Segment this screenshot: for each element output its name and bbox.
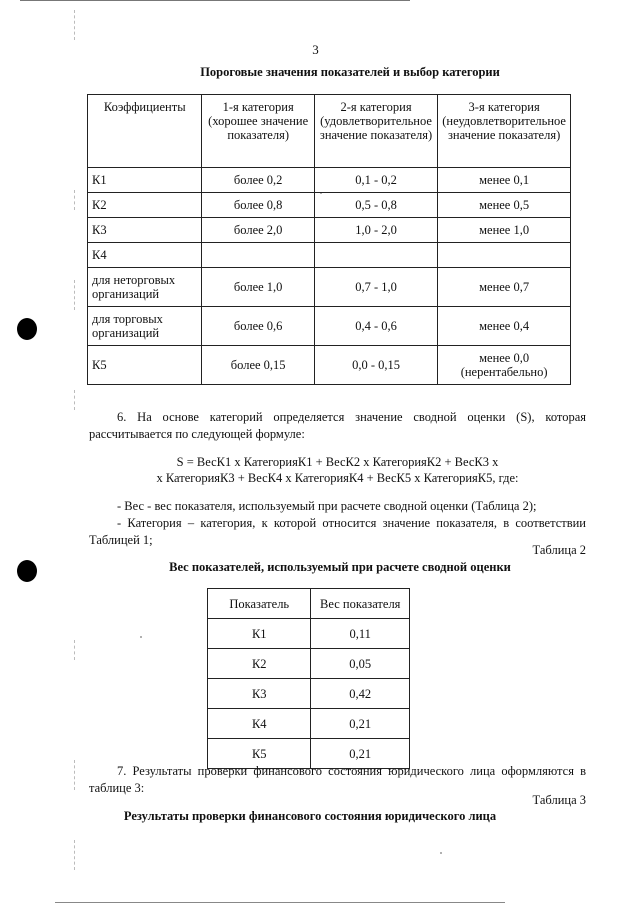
table-row	[208, 649, 410, 679]
weight-cell: 0,21	[311, 709, 410, 739]
value-cell: менее 0,4	[438, 307, 571, 346]
table-row	[88, 346, 571, 385]
coefficient-cell: К2	[88, 193, 202, 218]
bottom-scan-edge	[55, 902, 505, 903]
value-cell: более 0,8	[202, 193, 314, 218]
coefficient-cell: К4	[88, 243, 202, 268]
header-category-1: 1-я категория (хорошее значение показателя)	[202, 95, 314, 168]
coefficient-cell: для торговых организаций	[88, 307, 202, 346]
coefficient-cell: К1	[88, 168, 202, 193]
header-indicator: Показатель	[208, 589, 311, 619]
value-cell: менее 0,1	[438, 168, 571, 193]
scan-margin-marks	[74, 280, 75, 310]
table-row	[88, 193, 571, 218]
scan-margin-marks	[74, 760, 75, 790]
paragraph-6: 6. На основе категорий определяется значение сводной оценки (S), которая рассчитывается по следующей формуле:	[89, 410, 586, 441]
value-cell: менее 0,7	[438, 268, 571, 307]
formula-line-1: S = ВесК1 x КатегорияК1 + ВесК2 x КатегорияК2 + ВесК3 x	[176, 455, 499, 469]
value-cell: менее 0,0 (нерентабельно)	[438, 346, 571, 385]
page-number: 3	[312, 42, 319, 57]
table-header-row	[208, 589, 410, 619]
indicator-cell: К4	[208, 709, 311, 739]
header-coefficients: Коэффициенты	[88, 95, 202, 168]
table1-title: Пороговые значения показателей и выбор категории	[200, 65, 500, 79]
scan-speck	[140, 636, 142, 638]
table2-title: Вес показателей, используемый при расчете сводной оценки	[169, 560, 511, 574]
value-cell: 0,1 - 0,2	[314, 168, 437, 193]
value-cell: более 2,0	[202, 218, 314, 243]
paragraph-7: 7. Результаты проверки финансового состояния юридического лица оформляются в таблице 3:	[89, 764, 586, 795]
table2-label: Таблица 2	[532, 543, 586, 557]
value-cell: 0,0 - 0,15	[314, 346, 437, 385]
value-cell: более 1,0	[202, 268, 314, 307]
indicator-cell: К3	[208, 679, 311, 709]
scan-speck	[440, 852, 442, 854]
scan-margin-marks	[74, 10, 75, 40]
scan-margin-marks	[74, 640, 75, 660]
threshold-table	[87, 94, 571, 385]
table-row	[88, 218, 571, 243]
coefficient-cell: для неторговых организаций	[88, 268, 202, 307]
value-cell: 1,0 - 2,0	[314, 218, 437, 243]
weight-cell: 0,11	[311, 619, 410, 649]
table-row	[88, 307, 571, 346]
value-cell: более 0,15	[202, 346, 314, 385]
formula-line-2: x КатегорияК3 + ВесК4 x КатегорияК4 + ВесК5 x КатегорияК5, где:	[156, 471, 519, 485]
header-category-2: 2-я категория (удовлетворительное значение показателя)	[314, 95, 437, 168]
scan-margin-marks	[74, 840, 75, 870]
coefficient-cell: К3	[88, 218, 202, 243]
value-cell: более 0,2	[202, 168, 314, 193]
table-row	[208, 619, 410, 649]
definition-weight: - Вес - вес показателя, используемый при расчете сводной оценки (Таблица 2);	[117, 499, 537, 513]
top-scan-edge	[20, 0, 410, 1]
value-cell: более 0,6	[202, 307, 314, 346]
table-row	[208, 709, 410, 739]
header-weight: Вес показателя	[311, 589, 410, 619]
weight-cell: 0,42	[311, 679, 410, 709]
table-row	[208, 679, 410, 709]
table3-label: Таблица 3	[532, 793, 586, 807]
value-cell: 0,4 - 0,6	[314, 307, 437, 346]
weight-cell: 0,21	[311, 739, 410, 769]
punch-hole-icon	[17, 560, 37, 582]
definition-category: - Категория – категория, к которой относится значение показателя, в соответствии Таблицей 1;	[89, 516, 586, 547]
punch-hole-icon	[17, 318, 37, 340]
coefficient-cell: К5	[88, 346, 202, 385]
value-cell: 0,7 - 1,0	[314, 268, 437, 307]
value-cell: 0,5 - 0,8	[314, 193, 437, 218]
value-cell	[202, 243, 314, 268]
scan-margin-marks	[74, 390, 75, 410]
value-cell	[438, 243, 571, 268]
weight-cell: 0,05	[311, 649, 410, 679]
indicator-cell: К5	[208, 739, 311, 769]
table-row	[88, 168, 571, 193]
indicator-cell: К1	[208, 619, 311, 649]
indicator-cell: К2	[208, 649, 311, 679]
table3-title: Результаты проверки финансового состояния юридического лица	[123, 809, 497, 823]
value-cell	[314, 243, 437, 268]
table-header-row	[88, 95, 571, 168]
value-cell: менее 0,5	[438, 193, 571, 218]
value-cell: менее 1,0	[438, 218, 571, 243]
weights-table	[207, 588, 410, 769]
table-row	[88, 268, 571, 307]
header-category-3: 3-я категория (неудовлетворительное значение показателя)	[438, 95, 571, 168]
scan-margin-marks	[74, 190, 75, 210]
table-row	[88, 243, 571, 268]
